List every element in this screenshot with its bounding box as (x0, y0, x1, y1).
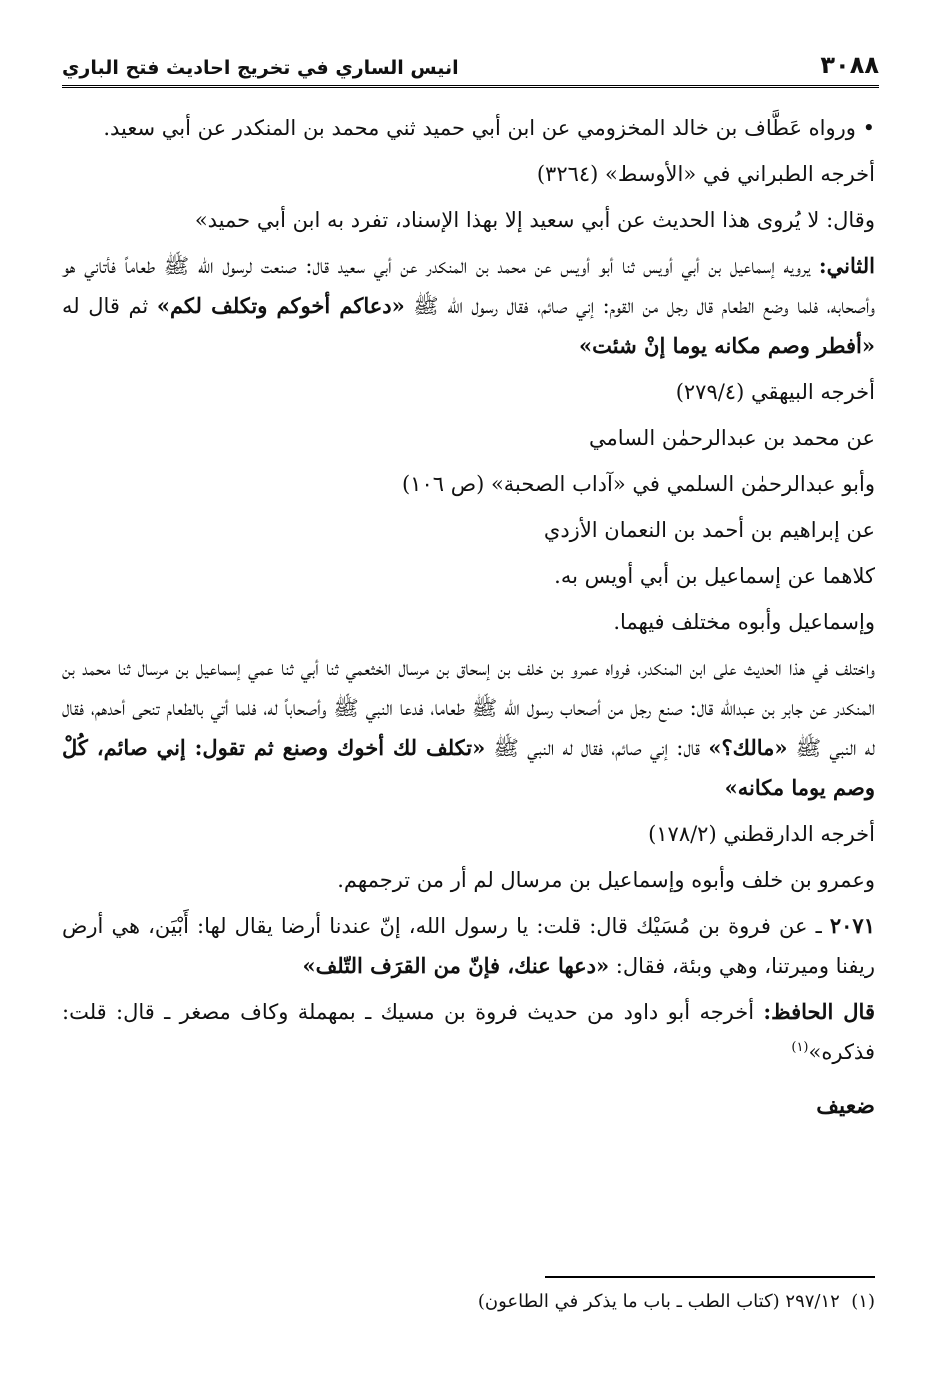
hadith-number: ٢٠٧١ (829, 913, 875, 938)
ikhtilaf-quote-2: «تكلف لك أخوك وصنع ثم تقول: إني صائم، كُلْ وصم يوما مكانه» (62, 735, 875, 800)
ikhtilaf-quote-1: «مالك؟» (708, 735, 788, 760)
second-text-1: يرويه إسماعيل بن أبي أويس ثنا أبو أويس عن محمد بن المنكدر عن أبي سعيد قال: صنعت لرسول الله ﷺ طعاماً فأتاني هو وأصحابه، فلما وضع الطعام قال رجل من القوم: إني صائم، فقال رسول الله ﷺ (62, 254, 876, 318)
paragraph-ikhtilaf (62, 648, 875, 808)
hadith-quote: «دعها عنك، فإنّ من القرَف التّلف» (302, 953, 610, 978)
paragraph-second (62, 246, 875, 366)
second-quote-1: «دعاكم أخوكم وتكلف لكم» (156, 293, 405, 318)
narrators-comment: وعمرو بن خلف وأبوه وإسماعيل بن مرسال لم أر من ترجمهم. (337, 868, 875, 892)
hafiz-comment (62, 992, 875, 1072)
takhrij-bayhaqi: أخرجه البيهقي (٢٧٩/٤) (675, 380, 875, 404)
footnote-text: ٢٩٧/١٢ (كتاب الطب ـ باب ما يذكر في الطاعون) (477, 1291, 840, 1312)
ikhtilaf-text-1: واختلف في هذا الحديث على ابن المنكدر، فرواه عمرو بن خلف بن إسحاق بن مرسال الخثعمي ثنا أبي ثنا عمي إسماعيل بن مرسال ثنا محمد بن المنكدر عن جابر بن عبدالله قال: صنع رجل من أصحاب رسول الله ﷺ طعاما، فدعا النبي ﷺ وأصحاباً له، فلما أتي بالطعام تنحى أحدهم، فقال له النبي ﷺ (62, 656, 875, 760)
hafiz-text: أخرجه أبو داود من حديث فروة بن مسيك ـ بمهملة وكاف مصغر ـ قال: قلت: فذكره» (62, 1000, 875, 1064)
hafiz-label: قال الحافظ: (763, 999, 875, 1024)
tabarani-comment: وقال: لا يُروى هذا الحديث عن أبي سعيد إلا بهذا الإسناد، تفرد به ابن أبي حميد» (194, 208, 875, 232)
page-number: ٣٠٨٨ (820, 51, 879, 79)
footnote-ref: (١) (791, 1040, 809, 1055)
running-header (62, 40, 879, 88)
narrator-azdi: عن إبراهيم بن أحمد بن النعمان الأزدي (543, 518, 875, 542)
second-text-2: ثم قال له (62, 294, 157, 318)
page-body (62, 108, 875, 1132)
footnote-divider (545, 1276, 875, 1278)
footnote-marker: (١) (851, 1291, 875, 1312)
takhrij-sulami: وأبو عبدالرحمٰن السلمي في «آداب الصحبة» (ص ١٠٦) (401, 472, 875, 496)
paragraph-attaf: • ورواه عَطَّاف بن خالد المخزومي عن ابن أبي حميد ثني محمد بن المنكدر عن أبي سعيد. (103, 116, 875, 140)
second-quote-2: «أفطر وصم مكانه يوما إنْ شئت» (579, 333, 875, 358)
footnote (62, 1288, 875, 1316)
hadith-text: ـ عن فروة بن مُسَيْك قال: قلت: يا رسول الله، إنّ عندنا أرضا يقال لها: أَبْيَن، هي أرض ريفنا وميرتنا، وهي وبئة، فقال: (62, 914, 875, 978)
narrator-sami: عن محمد بن عبدالرحمٰن السامي (589, 426, 875, 450)
book-title: انيس الساري في تخريج احاديث فتح الباري (62, 57, 459, 79)
ikhtilaf-text-2: قال: إني صائم، فقال له النبي ﷺ (485, 736, 709, 760)
second-label: الثاني: (818, 253, 875, 278)
takhrij-tabarani: أخرجه الطبراني في «الأوسط» (٣٢٦٤) (536, 162, 875, 186)
takhrij-daraqutni: أخرجه الدارقطني (١٧٨/٢) (648, 822, 875, 846)
hadith-grade: ضعيف (816, 1093, 875, 1119)
both-from-ismail: كلاهما عن إسماعيل بن أبي أويس به. (554, 564, 875, 588)
ismail-comment: وإسماعيل وأبوه مختلف فيهما. (613, 610, 875, 634)
hadith-2071 (62, 906, 875, 986)
